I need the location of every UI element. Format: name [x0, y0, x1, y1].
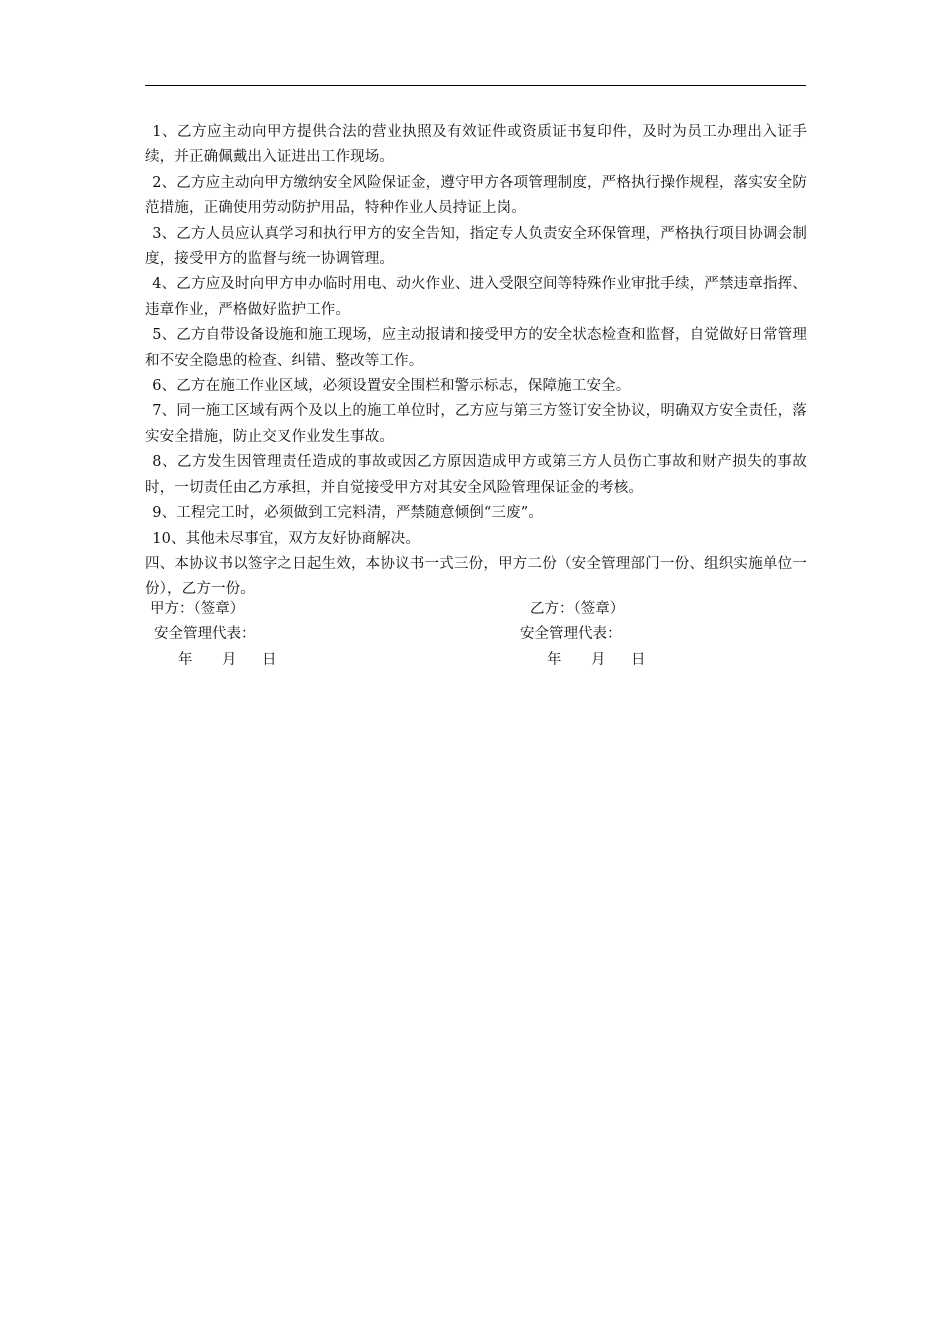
clause-3: 3、乙方人员应认真学习和执行甲方的安全告知，指定专人负责安全环保管理，严格执行项目协调会制度，接受甲方的监督与统一协调管理。 — [145, 225, 807, 268]
party-b-label: 乙方：（签章） — [530, 601, 625, 617]
header-rule — [145, 85, 806, 86]
party-b-day: 日 — [631, 651, 646, 668]
clause-8: 8、乙方发生因管理责任造成的事故或因乙方原因造成甲方或第三方人员伤亡事故和财产损失的事故时，一切责任由乙方承担，并自觉接受甲方对其安全风险管理保证金的考核。 — [145, 454, 807, 496]
party-b-date — [547, 648, 646, 673]
clause-4: 4、乙方应及时向甲方申办临时用电、动火作业、进入受限空间等特殊作业审批手续，严禁违章指挥、违章作业，严格做好监护工作。 — [145, 276, 807, 318]
clause-6: 6、乙方在施工作业区域，必须设置安全围栏和警示标志，保障施工安全。 — [152, 378, 631, 395]
clause-10: 10、其他未尽事宜，双方友好协商解决。 — [152, 530, 421, 547]
party-a-date — [178, 648, 277, 673]
party-b-signature-block — [520, 597, 646, 673]
clause-1: 1、乙方应主动向甲方提供合法的营业执照及有效证件或资质证书复印件，及时为员工办理出入证手续，并正确佩戴出入证进出工作现场。 — [145, 124, 807, 166]
party-a-day: 日 — [262, 651, 277, 668]
party-b-year: 年 — [547, 651, 562, 668]
party-b-rep: 安全管理代表： — [520, 626, 622, 643]
clause-2: 2、乙方应主动向甲方缴纳安全风险保证金，遵守甲方各项管理制度，严格执行操作规程，落实安全防范措施，正确使用劳动防护用品，特种作业人员持证上岗。 — [145, 174, 807, 217]
party-a-rep: 安全管理代表： — [154, 626, 256, 643]
section-four: 四、本协议书以签字之日起生效，本协议书一式三份，甲方二份（安全管理部门一份、组织实施单位一份），乙方一份。 — [145, 555, 807, 598]
agreement-body — [145, 120, 807, 603]
clause-5: 5、乙方自带设备设施和施工现场，应主动报请和接受甲方的安全状态检查和监督，自觉做好日常管理和不安全隐患的检查、纠错、整改等工作。 — [145, 327, 807, 369]
party-a-month: 月 — [222, 651, 237, 668]
party-a-label: 甲方：（签章） — [150, 601, 245, 617]
party-a-signature-block — [150, 597, 277, 673]
party-a-year: 年 — [178, 651, 193, 668]
party-b-month: 月 — [591, 651, 606, 668]
clause-9: 9、工程完工时，必须做到工完料清，严禁随意倾倒“三废”。 — [152, 505, 543, 522]
clause-7: 7、同一施工区域有两个及以上的施工单位时，乙方应与第三方签订安全协议，明确双方安全责任，落实安全措施，防止交叉作业发生事故。 — [145, 403, 807, 445]
